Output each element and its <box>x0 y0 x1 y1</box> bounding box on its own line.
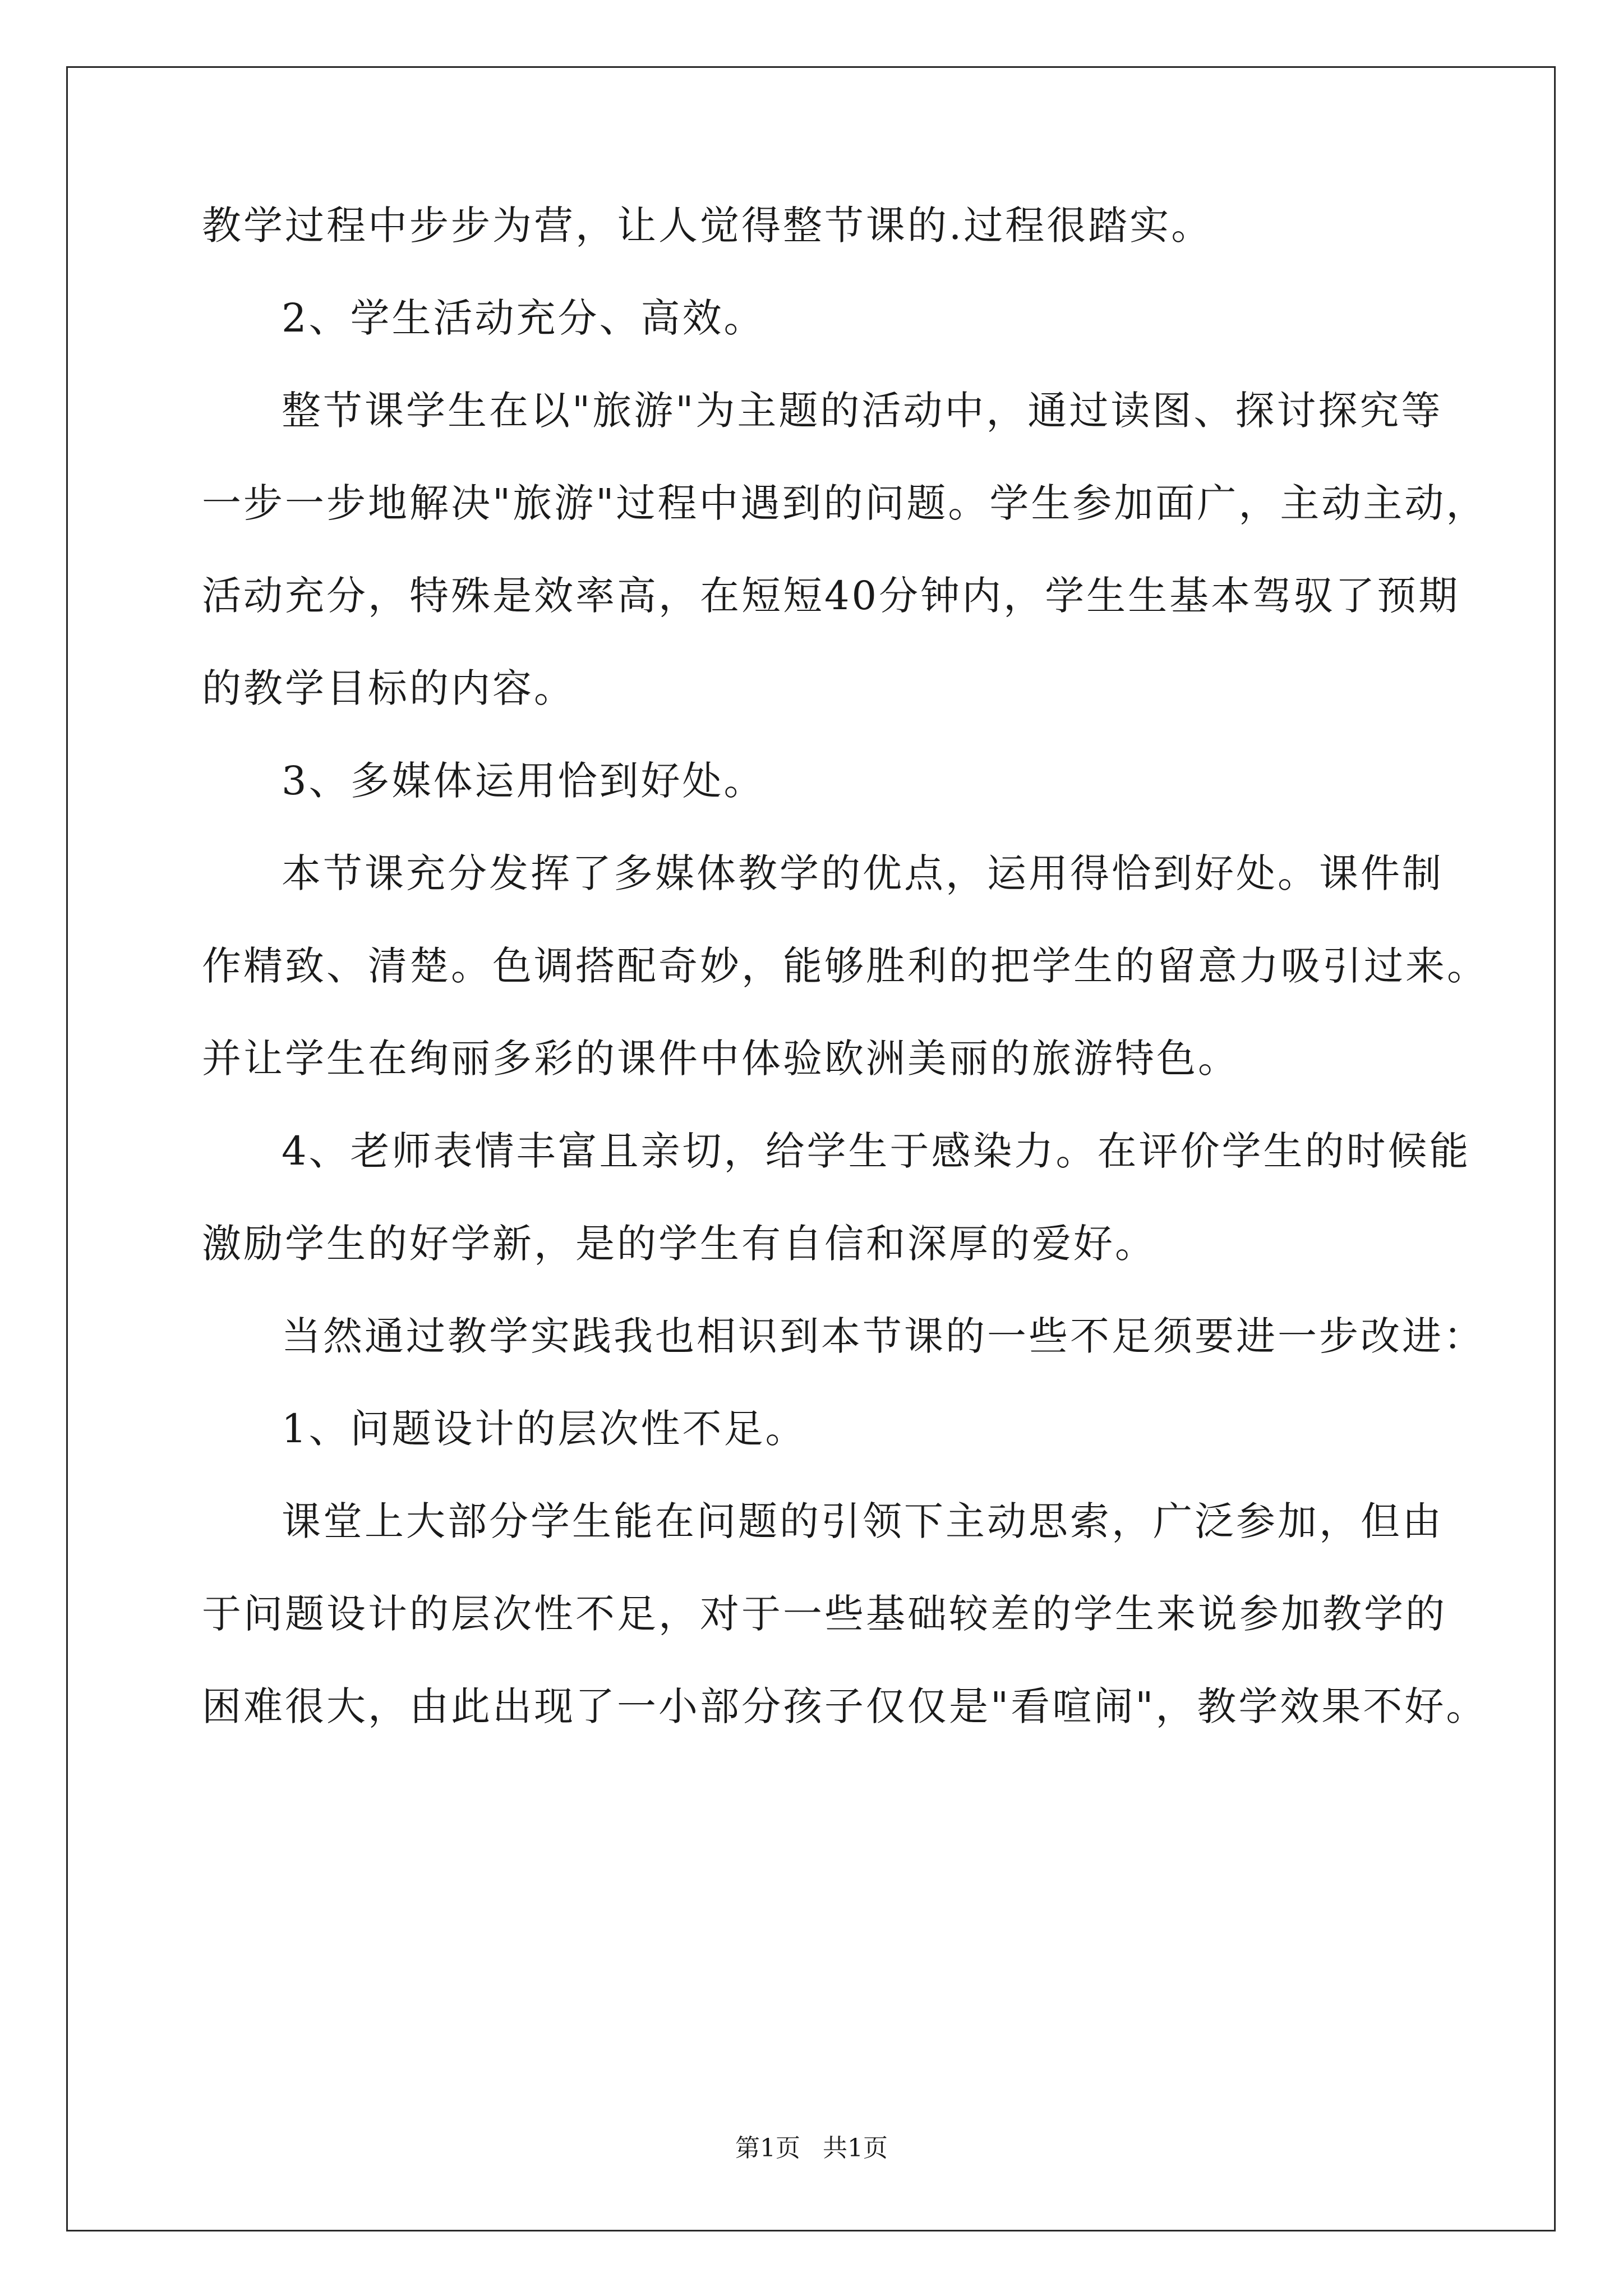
text-line: 一步一步地解决"旅游"过程中遇到的问题。学生参加面广，主动主动， <box>202 480 1488 526</box>
text-line: 活动充分，特殊是效率高，在短短40分钟内，学生生基本驾驭了预期 <box>202 573 1460 619</box>
list-heading: 3、多媒体运用恰到好处。 <box>282 758 766 804</box>
text-line: 的教学目标的内容。 <box>202 665 575 711</box>
text-line: 激励学生的好学新，是的学生有自信和深厚的爱好。 <box>202 1221 1156 1267</box>
text-line: 本节课充分发挥了多媒体教学的优点，运用得恰到好处。课件制 <box>282 850 1444 896</box>
text-line: 于问题设计的层次性不足，对于一些基础较差的学生来说参加教学的 <box>202 1591 1447 1637</box>
page-number: 第1页 <box>735 2134 800 2162</box>
page-total: 共1页 <box>823 2134 888 2162</box>
text-line: 并让学生在绚丽多彩的课件中体验欧洲美丽的旅游特色。 <box>202 1036 1239 1082</box>
text-line: 课堂上大部分学生能在问题的引领下主动思索，广泛参加，但由 <box>282 1498 1444 1544</box>
text-line: 作精致、清楚。色调搭配奇妙，能够胜利的把学生的留意力吸引过来。 <box>202 943 1488 989</box>
text-line: 整节课学生在以"旅游"为主题的活动中，通过读图、探讨探究等 <box>282 388 1443 434</box>
text-line: 教学过程中步步为营，让人觉得整节课的.过程很踏实。 <box>202 203 1213 249</box>
text-line: 4、老师表情丰富且亲切，给学生于感染力。在评价学生的时候能 <box>282 1128 1471 1174</box>
page-footer <box>0 2132 1623 2165</box>
list-heading: 1、问题设计的层次性不足。 <box>282 1406 807 1452</box>
text-line: 困难很大，由此出现了一小部分孩子仅仅是"看喧闹"，教学效果不好。 <box>202 1683 1488 1729</box>
text-line: 当然通过教学实践我也相识到本节课的一些不足须要进一步改进： <box>282 1313 1485 1359</box>
list-heading: 2、学生活动充分、高效。 <box>282 295 766 341</box>
